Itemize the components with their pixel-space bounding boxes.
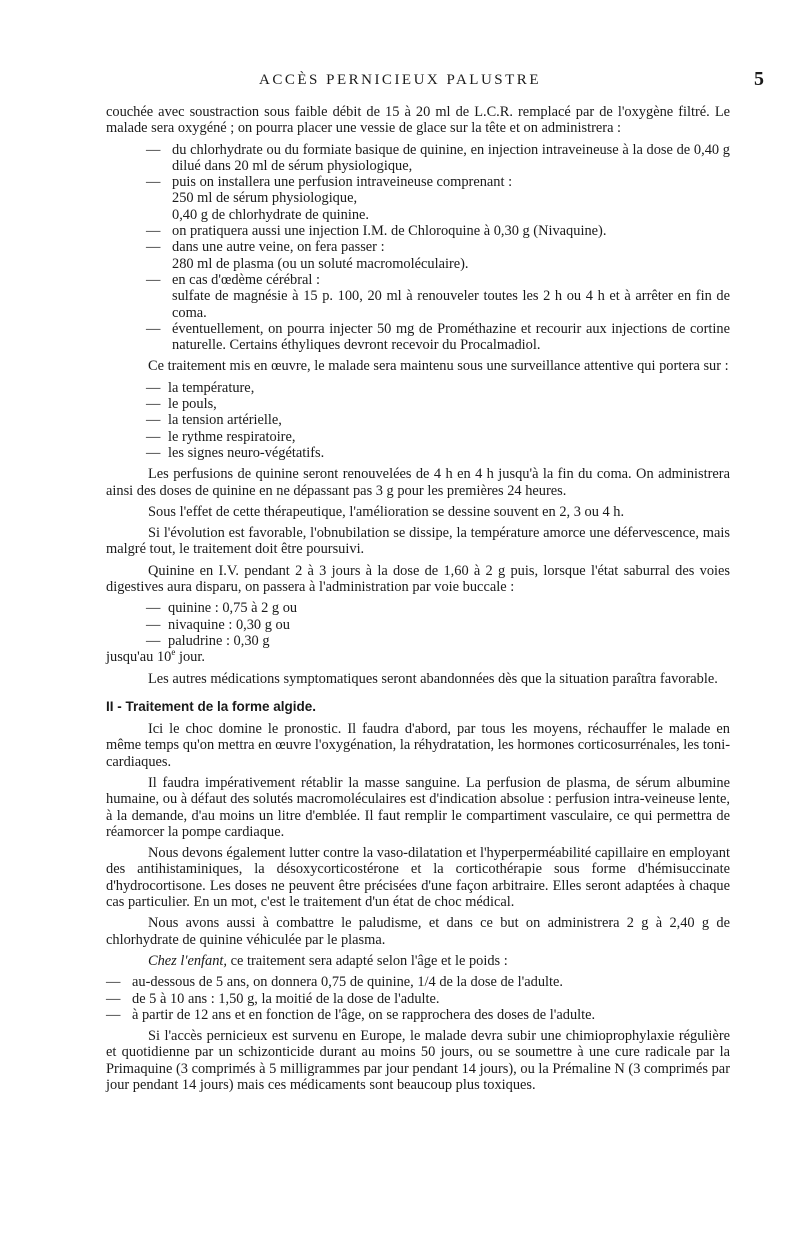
body-text (106, 104, 730, 1098)
dash: — (146, 174, 161, 191)
paragraph: Nous devons également lutter contre la vaso-dilatation et l'hyperperméabilité capillaire en employant des antihistaminiques, la désoxycorticostérone et la corticothérapie sous forme d'hémisuccinate d'hydrocortisone. Les doses ne peuvent être précisées d'une façon arbitraire. Elles seront adaptées à chaque cas particulier. En un mot, c'est le traitement d'un état de choc médical. (106, 845, 730, 911)
list-item: — au-dessous de 5 ans, on donnera 0,75 de quinine, 1/4 de la dose de l'adulte. (106, 974, 564, 991)
dash: — (106, 990, 121, 1007)
dash: — (146, 632, 161, 649)
dash: — (146, 320, 161, 337)
list-item: — on pratiquera aussi une injection I.M. de Chloroquine à 0,30 g (Nivaquine). (146, 223, 607, 240)
dash: — (146, 239, 161, 256)
paragraph: Nous avons aussi à combattre le paludisme, et dans ce but on administrera 2 g à 2,40 g de chlorhydrate de quinine véhiculée par le plasma. (106, 915, 730, 948)
list-item: — quinine : 0,75 à 2 g ou (146, 600, 298, 617)
list-subline: 280 ml de plasma (ou un soluté macromoléculaire). (172, 255, 469, 272)
list-item: — le rythme respiratoire, (146, 428, 296, 445)
paragraph: Les perfusions de quinine seront renouvelées de 4 h en 4 h jusqu'à la fin du coma. On administrera ainsi des doses de quinine en ne dépassant pas 3 g pour les premières 24 heures. (106, 466, 730, 499)
list-item: — la tension artérielle, (146, 412, 282, 429)
paragraph: Si l'accès pernicieux est survenu en Europe, le malade devra subir une chimioprophylaxie régulière et quotidienne par un schizonticide durant au moins 50 jours, ou se soumettre à une cure radicale par la Primaquine (3 comprimés à 5 milligrammes par jour pendant 14 jours), ou la Prémaline N (3 comprimés par jour pendant 14 jours) mais ces médicaments sont beaucoup plus toxiques. (106, 1028, 730, 1094)
paragraph: Les autres médications symptomatiques seront abandonnées dès que la situation paraîtra favorable. (148, 670, 718, 687)
list-item: — à partir de 12 ans et en fonction de l'âge, on se rapprochera des doses de l'adulte. (106, 1006, 596, 1023)
paragraph: Chez l'enfant, ce traitement sera adapté selon l'âge et le poids : (148, 952, 508, 969)
until-line: jusqu'au 10e jour. (106, 647, 205, 666)
dash: — (146, 271, 161, 288)
italic-lead: Chez l'enfant, (148, 952, 228, 969)
paragraph: Ici le choc domine le pronostic. Il faudra d'abord, par tous les moyens, réchauffer le malade en même temps qu'on mettra en œuvre l'oxygénation, la réhydratation, les hormones corticosurrénales, les toni-cardiaques. (106, 721, 730, 770)
running-title: ACCÈS PERNICIEUX PALUSTRE (259, 72, 541, 88)
dash: — (146, 379, 161, 396)
list-item: — dans une autre veine, on fera passer : (146, 239, 385, 256)
list-item: — de 5 à 10 ans : 1,50 g, la moitié de la dose de l'adulte. (106, 990, 440, 1007)
list-item: — du chlorhydrate ou du formiate basique de quinine, en injection intraveineuse à la dose de 0,40 g dilué dans 20 ml de sérum physiologique, (146, 141, 730, 174)
dash: — (146, 444, 161, 461)
list-item: — le pouls, (146, 396, 217, 413)
list-item: — en cas d'œdème cérébral : (146, 271, 321, 288)
dash: — (106, 1006, 121, 1023)
oral-dosage-list (106, 600, 730, 649)
dash: — (106, 974, 121, 991)
list-subline: sulfate de magnésie à 15 p. 100, 20 ml à renouveler toutes les 2 h ou 4 h et à arrêter en fin de coma. (172, 288, 730, 321)
paragraph: Il faudra impérativement rétablir la masse sanguine. La perfusion de plasma, de sérum albumine humaine, ou à défaut des solutés macromoléculaires est d'indication absolue : perfusion intra-veineuse lente, à la demande, d'au moins un litre d'emblée. Il faut remplir le compartiment vasculaire, ce qui permettra de réamorcer la pompe cardiaque. (106, 774, 730, 840)
dash: — (146, 600, 161, 617)
dash: — (146, 616, 161, 633)
surveillance-list (106, 380, 730, 461)
dash: — (146, 412, 161, 429)
treatment-list (106, 142, 730, 354)
paragraph: couchée avec soustraction sous faible débit de 15 à 20 ml de L.C.R. remplacé par de l'oxygène filtré. Le malade sera oxygéné ; on pourra placer une vessie de glace sur la tête et on administrera : (106, 104, 730, 137)
list-item: — paludrine : 0,30 g (146, 632, 270, 649)
dash: — (146, 428, 161, 445)
list-item: — nivaquine : 0,30 g ou (146, 616, 290, 633)
dash: — (146, 141, 161, 158)
list-subline: 250 ml de sérum physiologique, (172, 190, 358, 207)
page-number: 5 (754, 68, 764, 90)
list-item: — puis on installera une perfusion intraveineuse comprenant : (146, 174, 513, 191)
paragraph: Sous l'effet de cette thérapeutique, l'amélioration se dessine souvent en 2, 3 ou 4 h. (148, 503, 625, 520)
child-dosage-list (106, 974, 730, 1023)
paragraph: Ce traitement mis en œuvre, le malade sera maintenu sous une surveillance attentive qui portera sur : (148, 358, 729, 375)
page-header (0, 68, 800, 96)
section-heading: II - Traitement de la forme algide. (106, 698, 317, 714)
list-subline: 0,40 g de chlorhydrate de quinine. (172, 206, 370, 223)
list-item: — les signes neuro-végétatifs. (146, 444, 325, 461)
paragraph: Quinine en I.V. pendant 2 à 3 jours à la dose de 1,60 à 2 g puis, lorsque l'état saburral des voies digestives aura disparu, on passera à l'administration par voie buccale : (106, 562, 730, 596)
list-item: — la température, (146, 379, 255, 396)
paragraph: Si l'évolution est favorable, l'obnubilation se dissipe, la température amorce une défervescence, mais malgré tout, le traitement doit être poursuivi. (106, 525, 730, 558)
list-item: — éventuellement, on pourra injecter 50 mg de Prométhazine et recourir aux injections de cortine naturelle. Certains éthyliques devront recevoir du Procalmadiol. (146, 320, 730, 354)
dash: — (146, 396, 161, 413)
dash: — (146, 223, 161, 240)
